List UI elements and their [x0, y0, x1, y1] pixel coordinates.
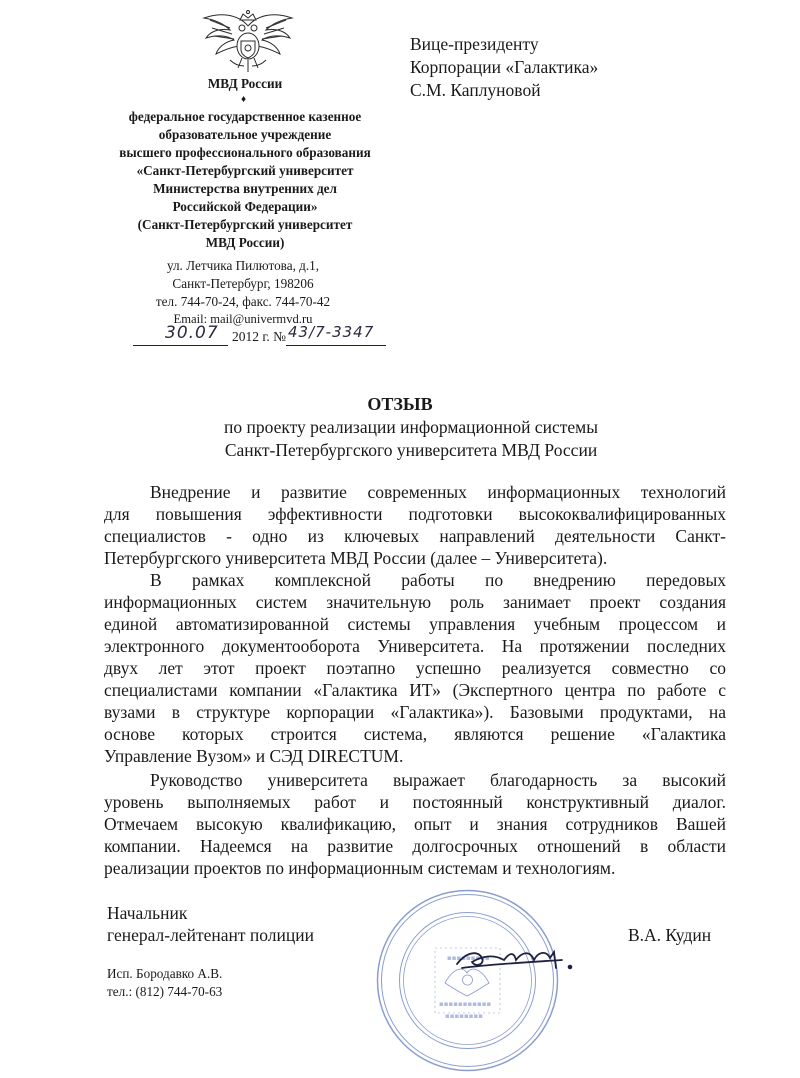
official-stamp-icon [375, 888, 560, 1073]
year-number-label: 2012 г. № [232, 329, 287, 344]
svg-text:▪▪▪▪▪▪▪▪▪▪▪: ▪▪▪▪▪▪▪▪▪▪▪ [439, 1000, 492, 1008]
letterhead-line-1: федеральное государственное казенное [128, 109, 362, 124]
letterhead-line-4: «Санкт-Петербургский университет [136, 163, 354, 178]
letterhead-line-8: МВД России) [205, 235, 285, 250]
svg-text:▪▪▪▪▪▪▪▪: ▪▪▪▪▪▪▪▪ [445, 1012, 483, 1020]
body-line: основе которых строится система, являются решение «Галактика [104, 724, 726, 744]
letterhead-line-7: (Санкт-Петербургский университет [137, 217, 353, 232]
address-line-3: тел. 744-70-24, факс. 744-70-42 [155, 294, 331, 309]
body-line: информационных систем значительную роль занимает проект создания [104, 592, 726, 612]
body-line: специалистами компании «Галактика ИТ» (Экспертного центра по работе с [104, 680, 726, 700]
subtitle-line-1: по проекту реализации информационной системы [224, 417, 598, 437]
date-handwritten: 30.07 [165, 323, 219, 343]
address-line-1: ул. Летчика Пилютова, д.1, [166, 258, 320, 273]
document-title: ОТЗЫВ [367, 394, 433, 414]
signer-position-2: генерал-лейтенант полиции [107, 925, 314, 945]
body-line: уровень выполняемых работ и постоянный конструктивный диалог. [104, 792, 726, 812]
letterhead-line-3: высшего профессионального образования [119, 145, 371, 160]
body-line: единой автоматизированной системы управления учебным процессом и [104, 614, 726, 634]
body-line: реализации проектов по информационным системам и технологиям. [104, 858, 616, 878]
signer-name: В.А. Кудин [628, 925, 712, 945]
body-line: для повышения эффективности подготовки высококвалифицированных [104, 504, 726, 524]
body-line: Руководство университета выражает благодарность за высокий [150, 770, 726, 790]
address-line-2: Санкт-Петербург, 198206 [172, 276, 314, 291]
ministry-name: МВД России [207, 76, 283, 91]
body-line: Петербургского университета МВД России (далее – Университета). [104, 548, 608, 568]
body-line: вузами в структуре корпорации «Галактика»). Базовыми продуктами, на [104, 702, 726, 722]
body-line: специалистов - одно из ключевых направлений деятельности Санкт- [104, 526, 726, 546]
letterhead-line-6: Российской Федерации» [172, 199, 318, 214]
letterhead-line-5: Министерства внутренних дел [153, 181, 337, 196]
diamond-separator-icon: ♦ [241, 94, 247, 105]
subtitle-line-2: Санкт-Петербургского университета МВД России [224, 440, 598, 460]
handwritten-signature-icon [452, 938, 582, 978]
addressee-line-2: Корпорации «Галактика» [410, 57, 599, 77]
body-line: Внедрение и развитие современных информационных технологий [150, 482, 726, 502]
addressee-line-3: С.М. Каплуновой [410, 80, 541, 100]
address-email: Email: mail@univermvd.ru [173, 312, 313, 326]
addressee-line-1: Вице-президенту [410, 34, 539, 54]
mvd-emblem-icon [200, 8, 296, 74]
executor-name: Исп. Бородавко А.В. [107, 966, 223, 981]
letterhead-line-2: образовательное учреждение [158, 127, 332, 142]
body-line: Управление Вузом» и СЭД DIRECTUM. [104, 746, 404, 766]
body-line: В рамках комплексной работы по внедрению передовых [150, 570, 726, 590]
body-line: электронного документооборота Университета. На протяжении последних [104, 636, 726, 656]
date-field [133, 325, 228, 346]
number-field [286, 325, 386, 346]
executor-phone: тел.: (812) 744-70-63 [107, 984, 223, 999]
number-handwritten: 43/7-3347 [288, 323, 375, 341]
body-line: двух лет этот проект поэтапно успешно реализуется совместно со [104, 658, 726, 678]
body-line: компании. Надеемся на развитие долгосрочных отношений в области [104, 836, 726, 856]
body-line: Отмечаем высокую квалификацию, опыт и знания сотрудников Вашей [104, 814, 726, 834]
svg-text:▪▪▪▪▪▪▪▪▪: ▪▪▪▪▪▪▪▪▪ [447, 954, 490, 962]
signer-position-1: Начальник [107, 903, 188, 923]
